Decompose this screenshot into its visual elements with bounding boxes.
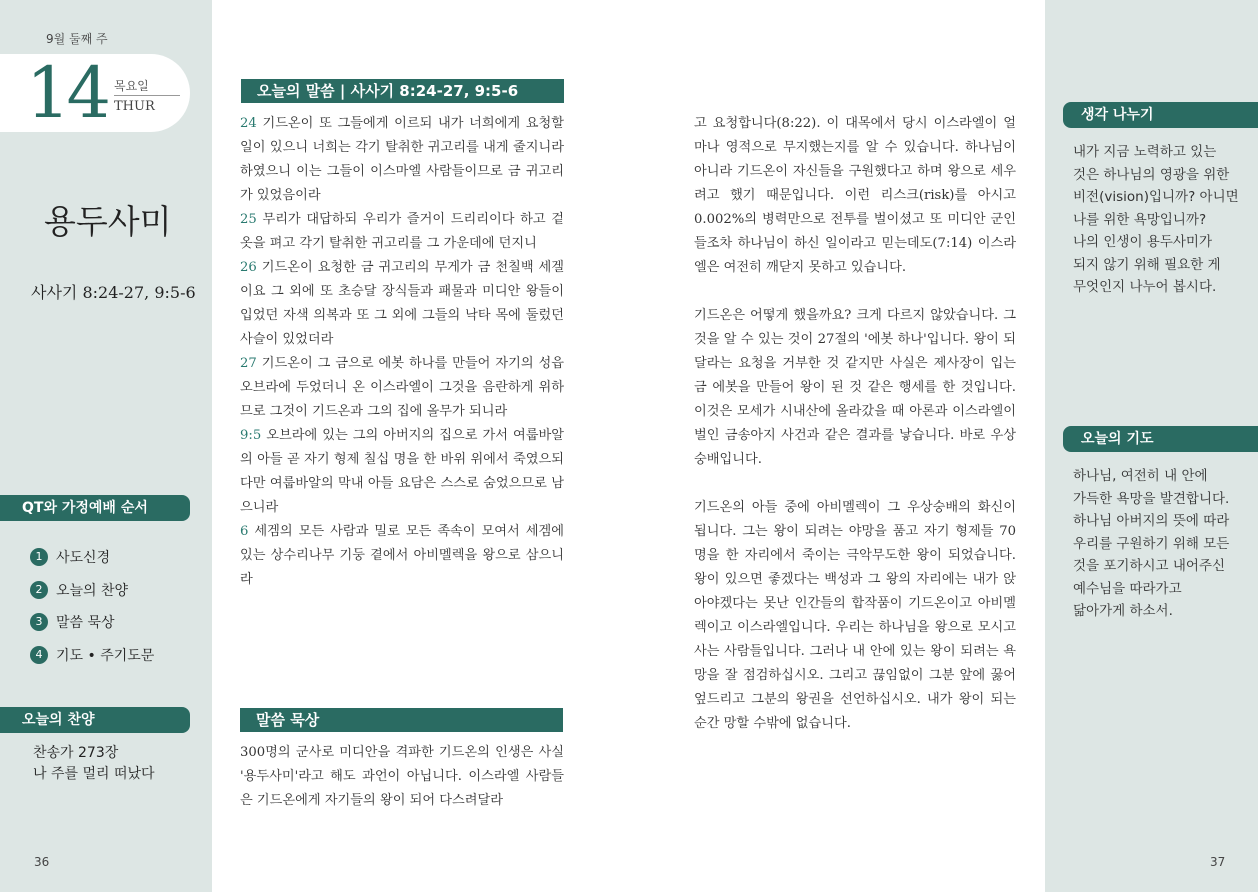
- text-line: 하나님, 여전히 내 안에: [1073, 468, 1208, 484]
- verse: [240, 352, 564, 424]
- number-badge: 2: [30, 581, 48, 599]
- day-of-week-english: THUR: [114, 99, 155, 114]
- page-number-right: 37: [1210, 855, 1226, 869]
- text-line: 가득한 욕망을 발견합니다.: [1073, 490, 1230, 507]
- text-line: 되지 않기 위해 필요한 게: [1073, 256, 1221, 273]
- list-item: [30, 639, 154, 672]
- list-item-label: 사도신경: [56, 550, 111, 567]
- meditation-paragraph: 기드온의 아들 중에 아비멜렉이 그 우상숭배의 화신이 됩니다. 그는 왕이 되려는 야망을 품고 자기 형제들 70명을 한 자리에서 죽이는 극악무도한 왕이 되었습니다. 왕이 있으면 좋겠다는 백성과 그 왕의 자리에는 내가 앉아야겠다는 못난 인간들의 합작품이 기드온이고 아비멜렉이고 이스라엘입니다. 우리는 하나님을 왕으로 모시고 사는 사람들입니다. 그러나 내 안에 있는 왕이 되려는 욕망을 잘 점검하십시오. 그리고 끊임없이 그분 앞에 꿇어 엎드리고 그분의 왕권을 선언하십시오. 내가 왕이 되는 순간 망할 수밖에 없습니다.: [694, 500, 1016, 731]
- number-badge: 4: [30, 646, 48, 664]
- scripture-heading: 오늘의 말씀 | 사사기 8:24-27, 9:5-6: [241, 79, 564, 103]
- qt-order-heading: QT와 가정예배 순서: [0, 495, 190, 521]
- text-line: 내가 지금 노력하고 있는: [1073, 144, 1217, 160]
- prayer-text: [1073, 465, 1243, 623]
- date-divider: [114, 95, 180, 96]
- verse: [240, 424, 564, 520]
- verse-number: 9:5: [240, 428, 262, 443]
- text-line: 무엇인지 나누어 봅시다.: [1073, 279, 1217, 295]
- scripture-reference: 사사기 8:24-27, 9:5-6: [31, 283, 196, 302]
- verse-text: 세겜의 모든 사람과 밀로 모든 족속이 모여서 세겜에 있는 상수리나무 기둥 곁에서 아비멜렉을 왕으로 삼으니라: [240, 524, 564, 587]
- verse-text: 기드온이 또 그들에게 이르되 내가 너희에게 요청할 일이 있으니 너희는 각기 탈취한 귀고리를 내게 줄지니라 하였으니 이는 그들이 이스마엘 사람들이므로 금 귀고리가 있었음이라: [240, 116, 564, 203]
- verse-number: 6: [240, 524, 249, 539]
- verse-number: 25: [240, 212, 257, 227]
- hymn-number: 찬송가 273장: [33, 745, 119, 761]
- list-item-label: 오늘의 찬양: [56, 582, 129, 599]
- page-title: 용두사미: [44, 202, 172, 241]
- hymn-heading: 오늘의 찬양: [0, 707, 190, 733]
- list-item: [30, 574, 154, 607]
- sharing-text: [1073, 141, 1243, 299]
- text-line: 우리를 구원하기 위해 모든: [1073, 535, 1230, 552]
- text-line: 것은 하나님의 영광을 위한: [1073, 166, 1230, 183]
- meditation-text-start: 300명의 군사로 미디안을 격파한 기드온의 인생은 사실 '용두사미'라고 해도 과언이 아닙니다. 이스라엘 사람들은 기드온에게 자기들의 왕이 되어 다스려달라: [240, 745, 564, 808]
- day-of-week-korean: 목요일: [114, 79, 149, 93]
- text-line: 닮아가게 하소서.: [1073, 603, 1173, 619]
- text-line: 나의 인생이 용두사미가: [1073, 234, 1212, 250]
- meditation-text-continued: [694, 112, 1016, 760]
- verse-text: 기드온이 그 금으로 에봇 하나를 만들어 자기의 성읍 오브라에 두었더니 온 이스라엘이 그것을 음란하게 위하므로 그것이 기드온과 그의 집에 올무가 되니라: [240, 356, 564, 419]
- text-line: 것을 포기하시고 내어주신: [1073, 558, 1226, 574]
- verse-number: 26: [240, 260, 257, 275]
- prayer-heading: 오늘의 기도: [1063, 426, 1258, 452]
- number-badge: 3: [30, 613, 48, 631]
- day-number: 14: [26, 52, 108, 134]
- qt-order-list: [30, 541, 154, 671]
- text-line: 하나님 아버지의 뜻에 따라: [1073, 513, 1230, 529]
- meditation-paragraph: 고 요청합니다(8:22). 이 대목에서 당시 이스라엘이 얼마나 영적으로 무지했는지를 알 수 있습니다. 하나님이 아니라 기드온이 자신들을 구원했다고 하며 왕으로 세우려고 했기 때문입니다. 이런 리스크(risk)를 아시고 0.002%의 병력만으로 전투를 벌이셨고 또 미디안 군인들조차 하나님이 하신 일이라고 믿는데도(7:14) 이스라엘은 여전히 깨닫지 못하고 있습니다.: [694, 116, 1016, 275]
- text-line: 예수님을 따라가고: [1073, 580, 1182, 597]
- hymn-title: 나 주를 멀리 떠났다: [33, 766, 155, 782]
- meditation-heading: 말씀 묵상: [240, 708, 563, 732]
- list-item-label: 말씀 묵상: [56, 615, 115, 632]
- week-label: 9월 둘째 주: [46, 32, 108, 46]
- verse-text: 오브라에 있는 그의 아버지의 집으로 가서 여룹바알의 아들 곧 자기 형제 칠십 명을 한 바위 위에서 죽였으되 다만 여룹바알의 막내 아들 요담은 스스로 숨었으므로 남으니라: [240, 428, 564, 515]
- text-line: 비전(vision)입니까? 아니면: [1073, 189, 1239, 205]
- verse-number: 24: [240, 116, 257, 131]
- list-item: [30, 606, 154, 639]
- hymn-info: [33, 743, 155, 785]
- page-number-left: 36: [34, 855, 50, 869]
- list-item-label: 기도 • 주기도문: [56, 647, 155, 664]
- verse-text: 기드온이 요청한 금 귀고리의 무게가 금 천칠백 세겔이요 그 외에 또 초승달 장식들과 패물과 미디안 왕들이 입었던 자색 의복과 또 그 외에 그들의 낙타 목에 둘렀던 사슬이 있었더라: [240, 260, 564, 347]
- scripture-text: [240, 112, 564, 592]
- verse-number: 27: [240, 356, 257, 371]
- verse: [240, 520, 564, 592]
- list-item: [30, 541, 154, 574]
- verse-text: 무리가 대답하되 우리가 즐거이 드리리이다 하고 겉옷을 펴고 각기 탈취한 귀고리를 그 가운데에 던지니: [240, 212, 564, 251]
- text-line: 나를 위한 욕망입니까?: [1073, 211, 1207, 228]
- verse: [240, 256, 564, 352]
- verse: [240, 112, 564, 208]
- verse: [240, 208, 564, 256]
- number-badge: 1: [30, 548, 48, 566]
- sharing-heading: 생각 나누기: [1063, 102, 1258, 128]
- meditation-paragraph: 기드온은 어떻게 했을까요? 크게 다르지 않았습니다. 그것을 알 수 있는 것이 27절의 '에봇 하나'입니다. 왕이 되달라는 요청을 거부한 것 같지만 사실은 제사장이 입는 금 에봇을 만들어 왕이 된 것 같은 행세를 한 것입니다. 이것은 모세가 시내산에 올라갔을 때 아론과 이스라엘이 벌인 금송아지 사건과 같은 결과를 낳습니다. 바로 우상숭배입니다.: [694, 308, 1016, 467]
